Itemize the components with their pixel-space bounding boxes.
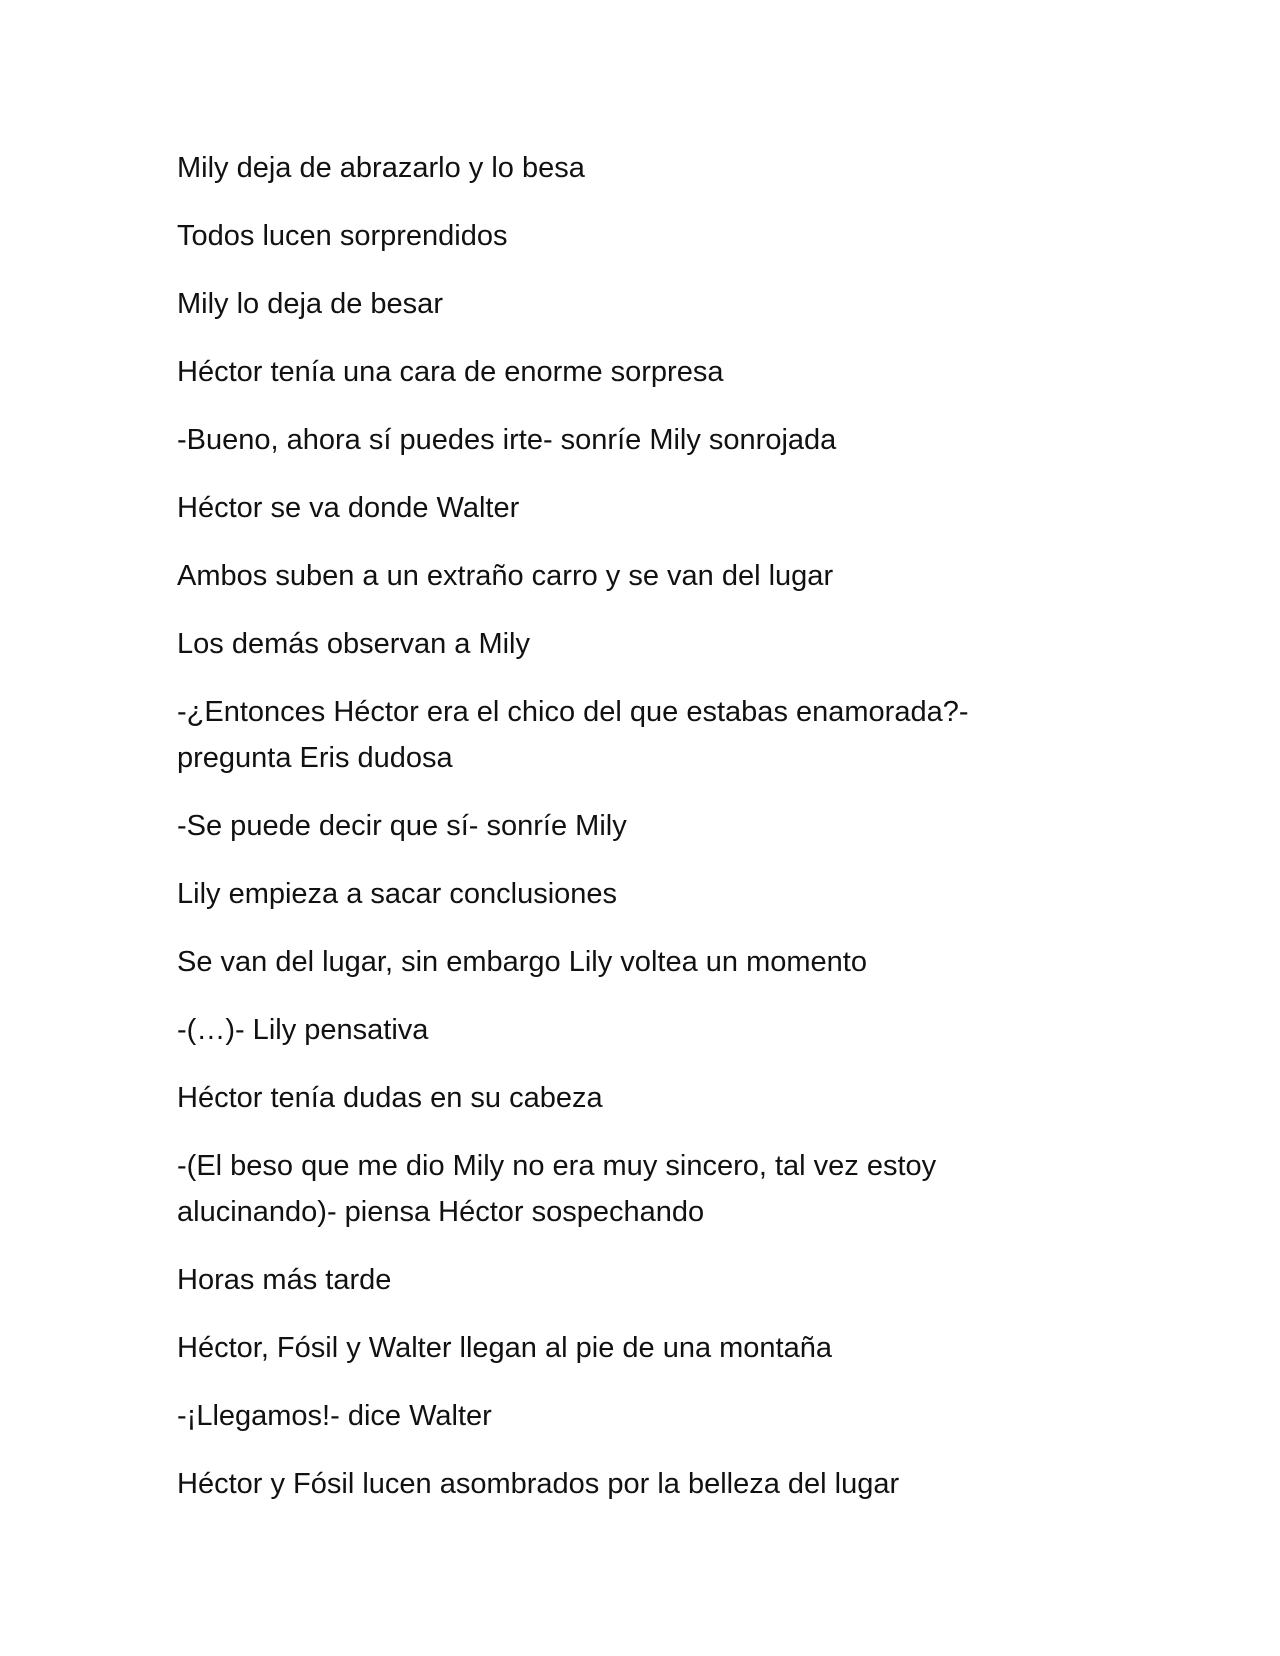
paragraph: -Se puede decir que sí- sonríe Mily <box>177 810 627 842</box>
paragraph: Mily lo deja de besar <box>177 288 443 320</box>
paragraph: -Bueno, ahora sí puedes irte- sonríe Mily sonrojada <box>177 424 837 456</box>
paragraph: Mily deja de abrazarlo y lo besa <box>177 152 585 184</box>
paragraph: Héctor y Fósil lucen asombrados por la belleza del lugar <box>177 1468 900 1500</box>
paragraph: Se van del lugar, sin embargo Lily voltea un momento <box>177 946 867 978</box>
paragraph: -¿Entonces Héctor era el chico del que estabas enamorada?- pregunta Eris dudosa <box>177 696 969 774</box>
paragraph: Héctor tenía dudas en su cabeza <box>177 1082 603 1114</box>
paragraph: Los demás observan a Mily <box>177 628 530 660</box>
paragraph: Ambos suben a un extraño carro y se van del lugar <box>177 560 834 592</box>
paragraph: Todos lucen sorprendidos <box>177 220 508 252</box>
paragraph: Horas más tarde <box>177 1264 392 1296</box>
paragraph: Héctor, Fósil y Walter llegan al pie de una montaña <box>177 1332 832 1364</box>
paragraph: -¡Llegamos!- dice Walter <box>177 1400 492 1432</box>
paragraph: -(…)- Lily pensativa <box>177 1014 429 1046</box>
paragraph: Héctor se va donde Walter <box>177 492 520 524</box>
paragraph: -(El beso que me dio Mily no era muy sincero, tal vez estoy alucinando)- piensa Héctor sospechando <box>177 1150 937 1228</box>
document-body <box>177 145 1047 1529</box>
paragraph: Lily empieza a sacar conclusiones <box>177 878 618 910</box>
paragraph: Héctor tenía una cara de enorme sorpresa <box>177 356 724 388</box>
